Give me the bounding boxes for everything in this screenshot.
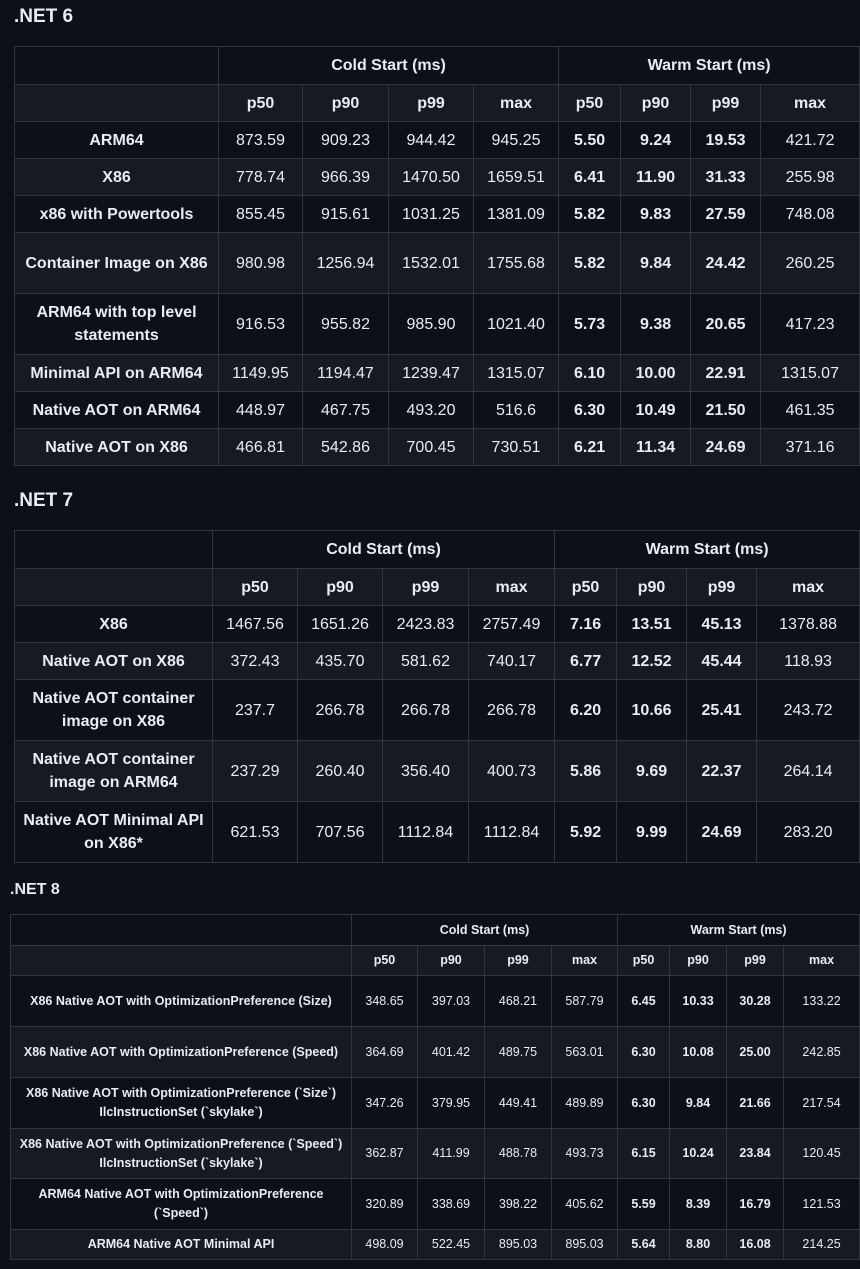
column-header: p50 bbox=[555, 569, 617, 606]
cold-start-value: 398.22 bbox=[485, 1179, 552, 1230]
cold-start-value: 587.79 bbox=[552, 976, 618, 1027]
warm-start-value: 45.44 bbox=[687, 643, 757, 680]
table-row bbox=[15, 643, 860, 680]
column-header: max bbox=[552, 946, 618, 976]
warm-start-value: 5.82 bbox=[559, 196, 621, 233]
cold-start-value: 489.89 bbox=[552, 1078, 618, 1129]
cold-start-value: 895.03 bbox=[552, 1230, 618, 1260]
warm-start-value: 11.34 bbox=[621, 429, 691, 466]
warm-start-value: 10.33 bbox=[670, 976, 727, 1027]
table-row bbox=[15, 233, 860, 294]
table-row bbox=[15, 802, 860, 863]
section-title-net7: .NET 7 bbox=[14, 490, 74, 511]
cold-start-value: 320.89 bbox=[352, 1179, 418, 1230]
column-header: p90 bbox=[670, 946, 727, 976]
corner-cell bbox=[11, 915, 352, 946]
warm-start-value: 5.50 bbox=[559, 122, 621, 159]
cold-start-value: 516.6 bbox=[474, 392, 559, 429]
warm-start-value: 6.41 bbox=[559, 159, 621, 196]
cold-start-value: 740.17 bbox=[469, 643, 555, 680]
cold-start-value: 542.86 bbox=[303, 429, 389, 466]
column-header: p50 bbox=[618, 946, 670, 976]
cold-start-value: 944.42 bbox=[389, 122, 474, 159]
warm-start-value: 21.66 bbox=[727, 1078, 784, 1129]
warm-start-value: 22.37 bbox=[687, 741, 757, 802]
warm-start-value: 11.90 bbox=[621, 159, 691, 196]
row-label: Native AOT on X86 bbox=[15, 429, 219, 466]
warm-start-value: 10.08 bbox=[670, 1027, 727, 1078]
column-header: p99 bbox=[691, 85, 761, 122]
cold-start-value: 909.23 bbox=[303, 122, 389, 159]
cold-start-value: 700.45 bbox=[389, 429, 474, 466]
warm-start-value: 5.82 bbox=[559, 233, 621, 294]
row-label: Native AOT Minimal API on X86* bbox=[15, 802, 213, 863]
row-label: Native AOT on ARM64 bbox=[15, 392, 219, 429]
cold-start-value: 855.45 bbox=[219, 196, 303, 233]
table-row bbox=[11, 976, 860, 1027]
corner-cell bbox=[15, 47, 219, 85]
cold-start-value: 873.59 bbox=[219, 122, 303, 159]
warm-start-value: 31.33 bbox=[691, 159, 761, 196]
row-label: Native AOT on X86 bbox=[15, 643, 213, 680]
corner-cell bbox=[11, 946, 352, 976]
cold-start-value: 985.90 bbox=[389, 294, 474, 355]
warm-start-value: 5.59 bbox=[618, 1179, 670, 1230]
warm-start-value: 6.30 bbox=[559, 392, 621, 429]
warm-start-value: 23.84 bbox=[727, 1129, 784, 1179]
cold-start-value: 435.70 bbox=[298, 643, 383, 680]
warm-start-value: 9.84 bbox=[621, 233, 691, 294]
warm-start-value: 10.66 bbox=[617, 680, 687, 741]
warm-start-value: 118.93 bbox=[757, 643, 860, 680]
warm-start-value: 16.79 bbox=[727, 1179, 784, 1230]
column-header: p99 bbox=[383, 569, 469, 606]
warm-start-value: 9.83 bbox=[621, 196, 691, 233]
column-header: p99 bbox=[389, 85, 474, 122]
column-header-row bbox=[11, 946, 860, 976]
cold-start-value: 467.75 bbox=[303, 392, 389, 429]
warm-start-value: 6.15 bbox=[618, 1129, 670, 1179]
cold-start-value: 966.39 bbox=[303, 159, 389, 196]
warm-start-value: 6.30 bbox=[618, 1027, 670, 1078]
warm-start-value: 243.72 bbox=[757, 680, 860, 741]
cold-start-value: 401.42 bbox=[418, 1027, 485, 1078]
column-header: p50 bbox=[219, 85, 303, 122]
section-title-net8: .NET 8 bbox=[10, 881, 60, 898]
corner-cell bbox=[15, 85, 219, 122]
cold-start-value: 364.69 bbox=[352, 1027, 418, 1078]
cold-start-value: 498.09 bbox=[352, 1230, 418, 1260]
cold-start-value: 1194.47 bbox=[303, 355, 389, 392]
warm-start-value: 19.53 bbox=[691, 122, 761, 159]
group-header-row bbox=[15, 531, 860, 569]
cold-start-value: 338.69 bbox=[418, 1179, 485, 1230]
cold-start-value: 1651.26 bbox=[298, 606, 383, 643]
row-label: X86 Native AOT with OptimizationPreference (`Speed`) IlcInstructionSet (`skylake`) bbox=[11, 1129, 352, 1179]
row-label: x86 with Powertools bbox=[15, 196, 219, 233]
warm-start-value: 121.53 bbox=[784, 1179, 860, 1230]
column-header: p90 bbox=[621, 85, 691, 122]
cold-start-value: 405.62 bbox=[552, 1179, 618, 1230]
cold-start-value: 489.75 bbox=[485, 1027, 552, 1078]
row-label: Native AOT container image on ARM64 bbox=[15, 741, 213, 802]
warm-start-value: 5.64 bbox=[618, 1230, 670, 1260]
cold-start-header: Cold Start (ms) bbox=[219, 47, 559, 85]
warm-start-value: 421.72 bbox=[761, 122, 860, 159]
cold-start-value: 266.78 bbox=[298, 680, 383, 741]
warm-start-value: 748.08 bbox=[761, 196, 860, 233]
warm-start-value: 255.98 bbox=[761, 159, 860, 196]
warm-start-value: 10.00 bbox=[621, 355, 691, 392]
warm-start-value: 27.59 bbox=[691, 196, 761, 233]
cold-start-value: 778.74 bbox=[219, 159, 303, 196]
column-header-row bbox=[15, 85, 860, 122]
warm-start-value: 9.99 bbox=[617, 802, 687, 863]
warm-start-value: 20.65 bbox=[691, 294, 761, 355]
table-row bbox=[15, 294, 860, 355]
cold-start-value: 730.51 bbox=[474, 429, 559, 466]
row-label: ARM64 Native AOT with OptimizationPreference (`Speed`) bbox=[11, 1179, 352, 1230]
warm-start-value: 24.69 bbox=[691, 429, 761, 466]
column-header: max bbox=[761, 85, 860, 122]
column-header-row bbox=[15, 569, 860, 606]
warm-start-value: 22.91 bbox=[691, 355, 761, 392]
net7-table bbox=[14, 530, 860, 863]
warm-start-value: 214.25 bbox=[784, 1230, 860, 1260]
column-header: p50 bbox=[352, 946, 418, 976]
table-row bbox=[11, 1129, 860, 1179]
cold-start-value: 237.7 bbox=[213, 680, 298, 741]
warm-start-value: 6.21 bbox=[559, 429, 621, 466]
column-header: max bbox=[469, 569, 555, 606]
cold-start-value: 2423.83 bbox=[383, 606, 469, 643]
table-row bbox=[15, 392, 860, 429]
cold-start-value: 1470.50 bbox=[389, 159, 474, 196]
warm-start-value: 242.85 bbox=[784, 1027, 860, 1078]
column-header: p50 bbox=[559, 85, 621, 122]
table-row bbox=[15, 196, 860, 233]
warm-start-value: 6.45 bbox=[618, 976, 670, 1027]
column-header: p99 bbox=[727, 946, 784, 976]
section-title-net6: .NET 6 bbox=[14, 6, 74, 27]
warm-start-value: 1315.07 bbox=[761, 355, 860, 392]
cold-start-value: 411.99 bbox=[418, 1129, 485, 1179]
cold-start-value: 448.97 bbox=[219, 392, 303, 429]
warm-start-value: 45.13 bbox=[687, 606, 757, 643]
row-label: ARM64 with top level statements bbox=[15, 294, 219, 355]
cold-start-value: 1021.40 bbox=[474, 294, 559, 355]
corner-cell bbox=[15, 569, 213, 606]
column-header: max bbox=[474, 85, 559, 122]
cold-start-value: 466.81 bbox=[219, 429, 303, 466]
warm-start-value: 5.92 bbox=[555, 802, 617, 863]
row-label: X86 Native AOT with OptimizationPreference (Speed) bbox=[11, 1027, 352, 1078]
cold-start-value: 362.87 bbox=[352, 1129, 418, 1179]
cold-start-value: 468.21 bbox=[485, 976, 552, 1027]
table-row bbox=[15, 429, 860, 466]
cold-start-value: 347.26 bbox=[352, 1078, 418, 1129]
cold-start-value: 493.20 bbox=[389, 392, 474, 429]
column-header: max bbox=[757, 569, 860, 606]
warm-start-value: 9.69 bbox=[617, 741, 687, 802]
cold-start-value: 356.40 bbox=[383, 741, 469, 802]
cold-start-value: 581.62 bbox=[383, 643, 469, 680]
cold-start-value: 955.82 bbox=[303, 294, 389, 355]
table-row bbox=[15, 741, 860, 802]
row-label: ARM64 bbox=[15, 122, 219, 159]
cold-start-value: 980.98 bbox=[219, 233, 303, 294]
cold-start-value: 563.01 bbox=[552, 1027, 618, 1078]
cold-start-value: 372.43 bbox=[213, 643, 298, 680]
table-row bbox=[11, 1179, 860, 1230]
cold-start-value: 1315.07 bbox=[474, 355, 559, 392]
row-label: X86 Native AOT with OptimizationPreference (`Size`) IlcInstructionSet (`skylake`) bbox=[11, 1078, 352, 1129]
column-header: p99 bbox=[485, 946, 552, 976]
row-label: X86 bbox=[15, 606, 213, 643]
table-row bbox=[15, 159, 860, 196]
column-header: p90 bbox=[303, 85, 389, 122]
cold-start-value: 1755.68 bbox=[474, 233, 559, 294]
warm-start-header: Warm Start (ms) bbox=[559, 47, 860, 85]
warm-start-value: 133.22 bbox=[784, 976, 860, 1027]
table-row bbox=[15, 122, 860, 159]
cold-start-value: 1467.56 bbox=[213, 606, 298, 643]
row-label: ARM64 Native AOT Minimal API bbox=[11, 1230, 352, 1260]
cold-start-value: 266.78 bbox=[469, 680, 555, 741]
warm-start-value: 6.77 bbox=[555, 643, 617, 680]
group-header-row bbox=[15, 47, 860, 85]
warm-start-value: 24.69 bbox=[687, 802, 757, 863]
cold-start-value: 707.56 bbox=[298, 802, 383, 863]
cold-start-value: 266.78 bbox=[383, 680, 469, 741]
warm-start-value: 283.20 bbox=[757, 802, 860, 863]
warm-start-value: 25.41 bbox=[687, 680, 757, 741]
cold-start-header: Cold Start (ms) bbox=[352, 915, 618, 946]
row-label: Native AOT container image on X86 bbox=[15, 680, 213, 741]
warm-start-value: 12.52 bbox=[617, 643, 687, 680]
warm-start-value: 260.25 bbox=[761, 233, 860, 294]
cold-start-value: 915.61 bbox=[303, 196, 389, 233]
table-row bbox=[11, 1230, 860, 1260]
cold-start-value: 1112.84 bbox=[469, 802, 555, 863]
cold-start-value: 1112.84 bbox=[383, 802, 469, 863]
column-header: p90 bbox=[298, 569, 383, 606]
cold-start-value: 348.65 bbox=[352, 976, 418, 1027]
warm-start-value: 371.16 bbox=[761, 429, 860, 466]
corner-cell bbox=[15, 531, 213, 569]
cold-start-value: 1239.47 bbox=[389, 355, 474, 392]
warm-start-value: 6.20 bbox=[555, 680, 617, 741]
column-header: p99 bbox=[687, 569, 757, 606]
cold-start-value: 237.29 bbox=[213, 741, 298, 802]
cold-start-value: 260.40 bbox=[298, 741, 383, 802]
cold-start-value: 945.25 bbox=[474, 122, 559, 159]
warm-start-value: 13.51 bbox=[617, 606, 687, 643]
row-label: X86 bbox=[15, 159, 219, 196]
cold-start-value: 621.53 bbox=[213, 802, 298, 863]
row-label: Minimal API on ARM64 bbox=[15, 355, 219, 392]
column-header: p90 bbox=[418, 946, 485, 976]
warm-start-value: 6.30 bbox=[618, 1078, 670, 1129]
cold-start-value: 522.45 bbox=[418, 1230, 485, 1260]
warm-start-value: 10.49 bbox=[621, 392, 691, 429]
table-row bbox=[15, 355, 860, 392]
column-header: p50 bbox=[213, 569, 298, 606]
cold-start-value: 1532.01 bbox=[389, 233, 474, 294]
cold-start-value: 1381.09 bbox=[474, 196, 559, 233]
warm-start-value: 217.54 bbox=[784, 1078, 860, 1129]
warm-start-value: 25.00 bbox=[727, 1027, 784, 1078]
table-row bbox=[11, 1027, 860, 1078]
warm-start-value: 417.23 bbox=[761, 294, 860, 355]
cold-start-value: 493.73 bbox=[552, 1129, 618, 1179]
warm-start-value: 9.38 bbox=[621, 294, 691, 355]
warm-start-value: 16.08 bbox=[727, 1230, 784, 1260]
warm-start-header: Warm Start (ms) bbox=[618, 915, 860, 946]
cold-start-value: 2757.49 bbox=[469, 606, 555, 643]
table-row bbox=[15, 680, 860, 741]
warm-start-value: 461.35 bbox=[761, 392, 860, 429]
cold-start-value: 1149.95 bbox=[219, 355, 303, 392]
cold-start-header: Cold Start (ms) bbox=[213, 531, 555, 569]
cold-start-value: 1256.94 bbox=[303, 233, 389, 294]
warm-start-value: 10.24 bbox=[670, 1129, 727, 1179]
warm-start-value: 120.45 bbox=[784, 1129, 860, 1179]
warm-start-value: 264.14 bbox=[757, 741, 860, 802]
warm-start-value: 24.42 bbox=[691, 233, 761, 294]
cold-start-value: 397.03 bbox=[418, 976, 485, 1027]
net6-table bbox=[14, 46, 860, 466]
table-row bbox=[15, 606, 860, 643]
warm-start-value: 21.50 bbox=[691, 392, 761, 429]
cold-start-value: 400.73 bbox=[469, 741, 555, 802]
warm-start-value: 8.39 bbox=[670, 1179, 727, 1230]
warm-start-value: 9.84 bbox=[670, 1078, 727, 1129]
warm-start-value: 8.80 bbox=[670, 1230, 727, 1260]
table-row bbox=[11, 1078, 860, 1129]
cold-start-value: 379.95 bbox=[418, 1078, 485, 1129]
cold-start-value: 1031.25 bbox=[389, 196, 474, 233]
cold-start-value: 895.03 bbox=[485, 1230, 552, 1260]
cold-start-value: 488.78 bbox=[485, 1129, 552, 1179]
column-header: p90 bbox=[617, 569, 687, 606]
cold-start-value: 1659.51 bbox=[474, 159, 559, 196]
cold-start-value: 916.53 bbox=[219, 294, 303, 355]
warm-start-value: 9.24 bbox=[621, 122, 691, 159]
warm-start-value: 30.28 bbox=[727, 976, 784, 1027]
warm-start-value: 5.86 bbox=[555, 741, 617, 802]
cold-start-value: 449.41 bbox=[485, 1078, 552, 1129]
warm-start-value: 1378.88 bbox=[757, 606, 860, 643]
column-header: max bbox=[784, 946, 860, 976]
warm-start-header: Warm Start (ms) bbox=[555, 531, 860, 569]
warm-start-value: 5.73 bbox=[559, 294, 621, 355]
row-label: X86 Native AOT with OptimizationPreference (Size) bbox=[11, 976, 352, 1027]
row-label: Container Image on X86 bbox=[15, 233, 219, 294]
net8-table bbox=[10, 914, 860, 1260]
warm-start-value: 7.16 bbox=[555, 606, 617, 643]
warm-start-value: 6.10 bbox=[559, 355, 621, 392]
group-header-row bbox=[11, 915, 860, 946]
